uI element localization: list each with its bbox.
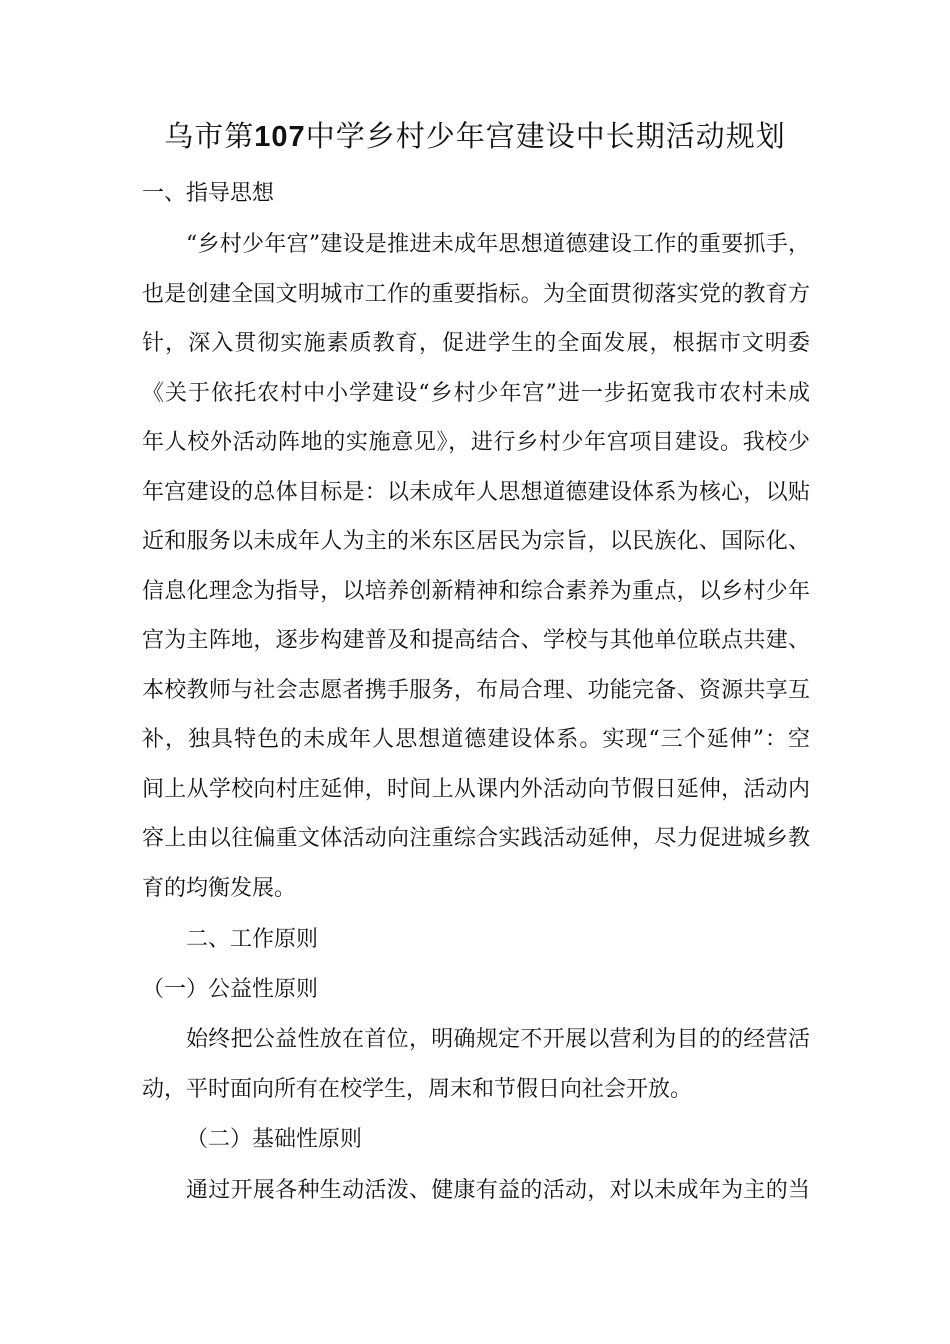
title-suffix: 中学乡村少年宫建设中长期活动规划 bbox=[305, 119, 786, 153]
paragraph-line: 宫为主阵地，逐步构建普及和提高结合、学校与其他单位联点共建、 bbox=[142, 628, 810, 653]
subsection-heading-basic: （二）基础性原则 bbox=[186, 1127, 363, 1152]
paragraph-line: 补，独具特色的未成年人思想道德建设体系。实现“三个延伸”：空 bbox=[142, 727, 810, 752]
paragraph-line: 近和服务以未成年人为主的米东区居民为宗旨，以民族化、国际化、 bbox=[142, 529, 810, 554]
title-number: 107 bbox=[254, 121, 306, 153]
paragraph-line: 年人校外活动阵地的实施意见》，进行乡村少年宫项目建设。我校少 bbox=[142, 430, 810, 455]
title-prefix: 乌市第 bbox=[164, 119, 255, 153]
paragraph-line: 年宫建设的总体目标是：以未成年人思想道德建设体系为核心，以贴 bbox=[142, 480, 810, 505]
paragraph-line: 通过开展各种生动活泼、健康有益的活动，对以未成年为主的当 bbox=[186, 1178, 810, 1203]
paragraph-line: 容上由以往偏重文体活动向注重综合实践活动延伸，尽力促进城乡教 bbox=[142, 826, 810, 851]
paragraph-line: 间上从学校向村庄延伸，时间上从课内外活动向节假日延伸，活动内 bbox=[142, 777, 810, 802]
paragraph-line: 育的均衡发展。 bbox=[142, 876, 297, 901]
paragraph-line: 针，深入贯彻实施素质教育，促进学生的全面发展，根据市文明委 bbox=[142, 331, 810, 356]
paragraph-line: 本校教师与社会志愿者携手服务，布局合理、功能完备、资源共享互 bbox=[142, 678, 810, 703]
paragraph-line: 动，平时面向所有在校学生，周末和节假日向社会开放。 bbox=[142, 1077, 693, 1102]
document-title bbox=[0, 114, 950, 159]
paragraph-line: 也是创建全国文明城市工作的重要指标。为全面贯彻落实党的教育方 bbox=[142, 282, 810, 307]
paragraph-line: 《关于依托农村中小学建设“乡村少年宫”进一步拓宽我市农村未成 bbox=[142, 381, 810, 406]
section-heading-work-principles: 二、工作原则 bbox=[186, 927, 319, 952]
paragraph-line: “乡村少年宫”建设是推进未成年思想道德建设工作的重要抓手， bbox=[186, 232, 810, 257]
paragraph-line: 始终把公益性放在首位，明确规定不开展以营利为目的的经营活 bbox=[186, 1027, 810, 1052]
section-heading-guiding-ideology: 一、指导思想 bbox=[142, 181, 275, 206]
paragraph-line: 信息化理念为指导，以培养创新精神和综合素养为重点，以乡村少年 bbox=[142, 579, 810, 604]
subsection-heading-public-welfare: （一）公益性原则 bbox=[142, 977, 319, 1002]
